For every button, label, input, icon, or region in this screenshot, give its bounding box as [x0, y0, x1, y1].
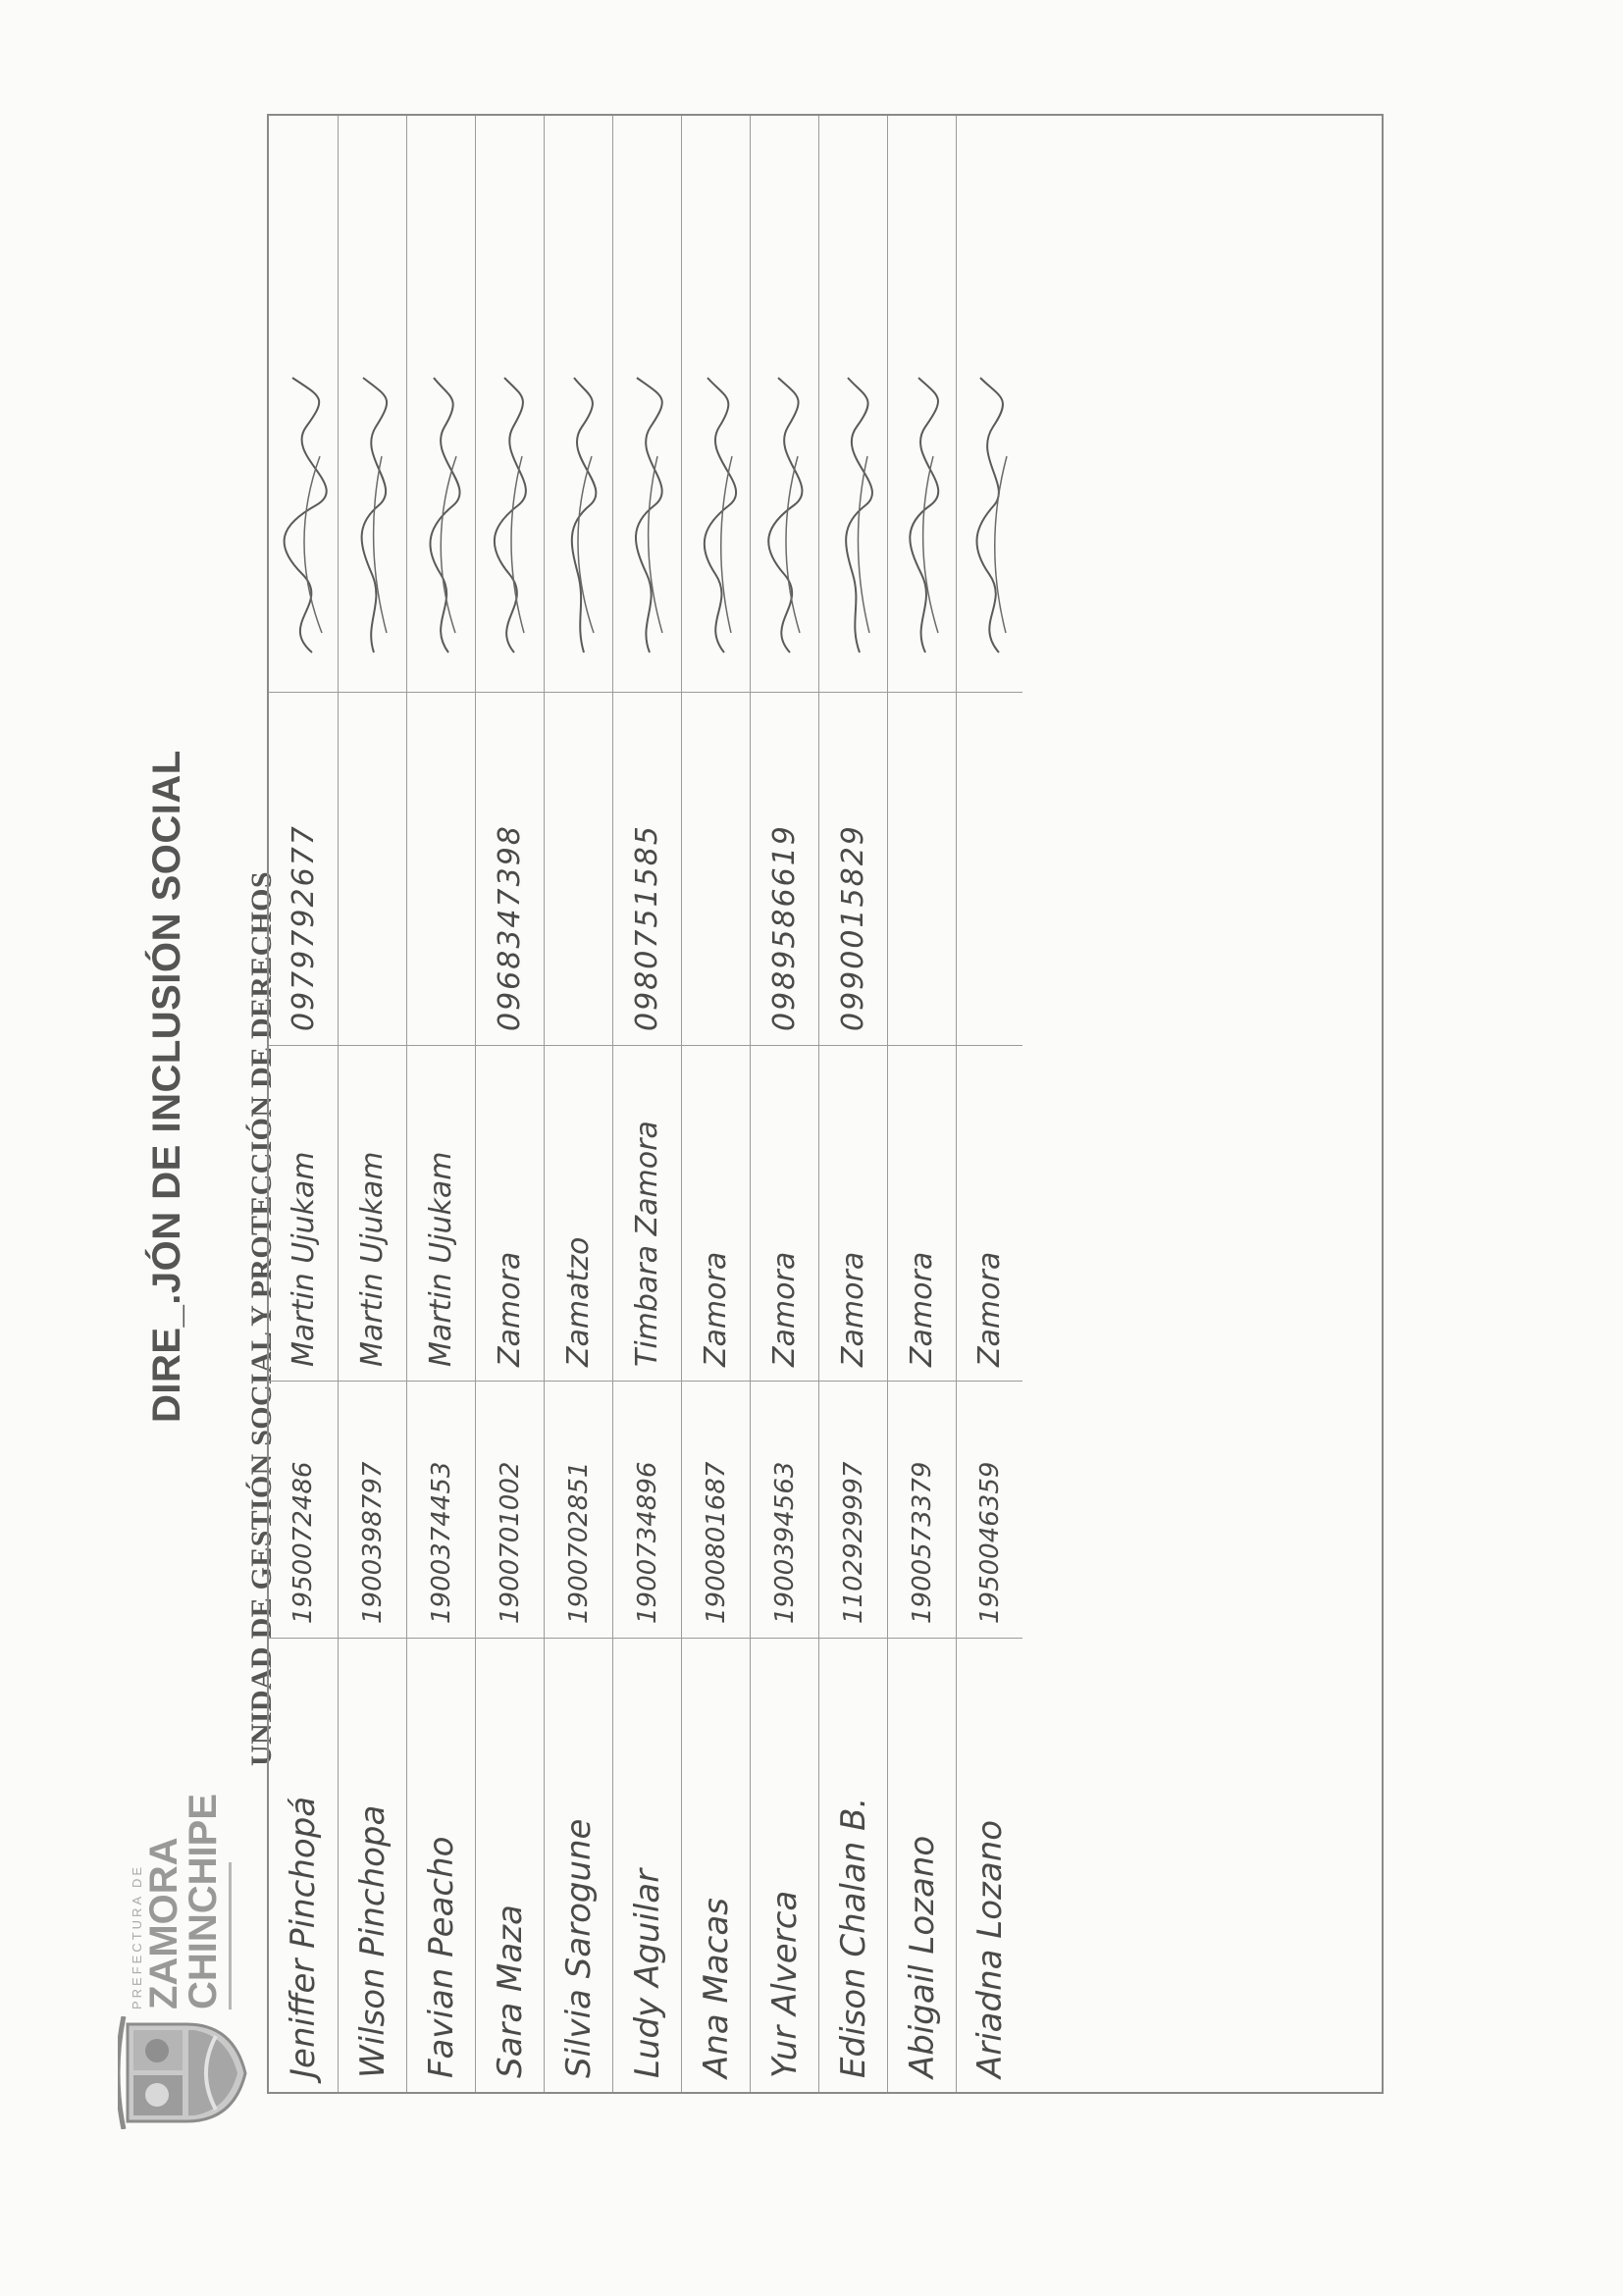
handwritten-signature [549, 368, 609, 662]
table-row [406, 116, 475, 2092]
attendee-id: 1900701002 [476, 1382, 544, 1639]
handwritten-signature [342, 368, 403, 662]
logo-text [130, 1794, 232, 2009]
attendee-name: Yur Alverca [764, 1890, 805, 2078]
handwritten-signature [960, 368, 1021, 662]
attendee-place: Zamora [751, 1046, 818, 1382]
handwritten-signature [411, 368, 472, 662]
attendee-place: Zamora [888, 1046, 956, 1382]
attendee-id: 1900734896 [613, 1382, 681, 1639]
table-row [269, 116, 338, 2092]
attendee-place: Zamora [819, 1046, 887, 1382]
handwritten-signature [755, 368, 815, 662]
table-row [750, 116, 818, 2092]
attendee-signature [957, 114, 1022, 693]
attendee-phone [682, 693, 750, 1046]
table-row [612, 116, 681, 2092]
attendee-place: Zamora [957, 1046, 1022, 1382]
attendee-name: Silvia Sarogune [558, 1818, 599, 2078]
page-title: DIRE_.JÓN DE INCLUSIÓN SOCIAL [145, 750, 188, 1423]
attendee-name: Ludy Aguilar [627, 1868, 667, 2078]
document-header [59, 0, 278, 2129]
attendee-signature [545, 114, 612, 693]
attendee-signature [476, 114, 544, 693]
attendee-place: Zamora [476, 1046, 544, 1382]
table-row [681, 116, 750, 2092]
attendee-name: Jeniffer Pinchopá [284, 1796, 323, 2078]
handwritten-signature [823, 368, 884, 662]
attendee-phone: 0980751585 [613, 693, 681, 1046]
attendee-id: 1950046359 [957, 1382, 1022, 1639]
attendee-phone [957, 693, 1022, 1046]
attendee-id: 1900374453 [407, 1382, 475, 1639]
attendee-phone: 0990015829 [819, 693, 887, 1046]
attendee-place: Martin Ujukam [407, 1046, 475, 1382]
attendee-id: 1900398797 [339, 1382, 406, 1639]
attendee-signature [682, 114, 750, 693]
table-row [544, 116, 612, 2092]
attendee-name: Edison Chalan B. [833, 1797, 873, 2078]
handwritten-signature [892, 368, 953, 662]
attendee-signature [339, 114, 406, 693]
attendee-id: 1900394563 [751, 1382, 818, 1639]
attendee-place: Timbara Zamora [613, 1046, 681, 1382]
attendee-phone: 0979792677 [269, 693, 338, 1046]
attendee-id: 1950072486 [269, 1382, 338, 1639]
attendee-name: Sara Maza [490, 1905, 530, 2078]
attendee-name: Abigail Lozano [902, 1835, 942, 2078]
attendee-phone [888, 693, 956, 1046]
coat-of-arms-icon [118, 2016, 250, 2129]
logo-line-chinchipe: CHINCHIPE [182, 1793, 225, 2009]
attendee-signature [819, 114, 887, 693]
attendee-id: 1900801687 [682, 1382, 750, 1639]
handwritten-signature [273, 368, 334, 662]
attendee-id: 1900702851 [545, 1382, 612, 1639]
attendee-signature [888, 114, 956, 693]
attendee-signature [751, 114, 818, 693]
attendee-signature [407, 114, 475, 693]
table-row [887, 116, 956, 2092]
logo-small-text: PREFECTURA DE [130, 1863, 144, 2009]
table-row [338, 116, 406, 2092]
attendee-name: Ana Macas [696, 1898, 736, 2078]
attendance-table [267, 114, 1384, 2094]
attendee-place: Zamora [682, 1046, 750, 1382]
table-row [818, 116, 887, 2092]
prefectura-logo [79, 1793, 265, 2129]
attendee-phone [339, 693, 406, 1046]
attendee-phone: 0989586619 [751, 693, 818, 1046]
handwritten-signature [686, 368, 747, 662]
attendee-phone [545, 693, 612, 1046]
handwritten-signature [480, 368, 541, 662]
attendee-name: Favian Peacho [421, 1836, 461, 2078]
attendee-id: 1900573379 [888, 1382, 956, 1639]
attendee-phone: 0968347398 [476, 693, 544, 1046]
attendee-signature [613, 114, 681, 693]
table-row [956, 116, 1022, 2092]
logo-line-zamora: ZAMORA [142, 1837, 185, 2009]
attendee-place: Zamatzo [545, 1046, 612, 1382]
attendee-signature [269, 114, 338, 693]
attendee-phone [407, 693, 475, 1046]
attendee-name: Wilson Pinchopa [352, 1804, 393, 2078]
table-row [475, 116, 544, 2092]
attendee-id: 1102929997 [819, 1382, 887, 1639]
attendee-place: Martin Ujukam [339, 1046, 406, 1382]
handwritten-signature [617, 368, 678, 662]
attendee-place: Martin Ujukam [269, 1046, 338, 1382]
page-subtitle: UNIDAD DE GESTIÓN SOCIAL Y PROTECCIÓN DE DERECHOS [245, 871, 278, 1766]
logo-divider [229, 1862, 232, 2009]
attendee-name: Ariadna Lozano [969, 1819, 1010, 2078]
